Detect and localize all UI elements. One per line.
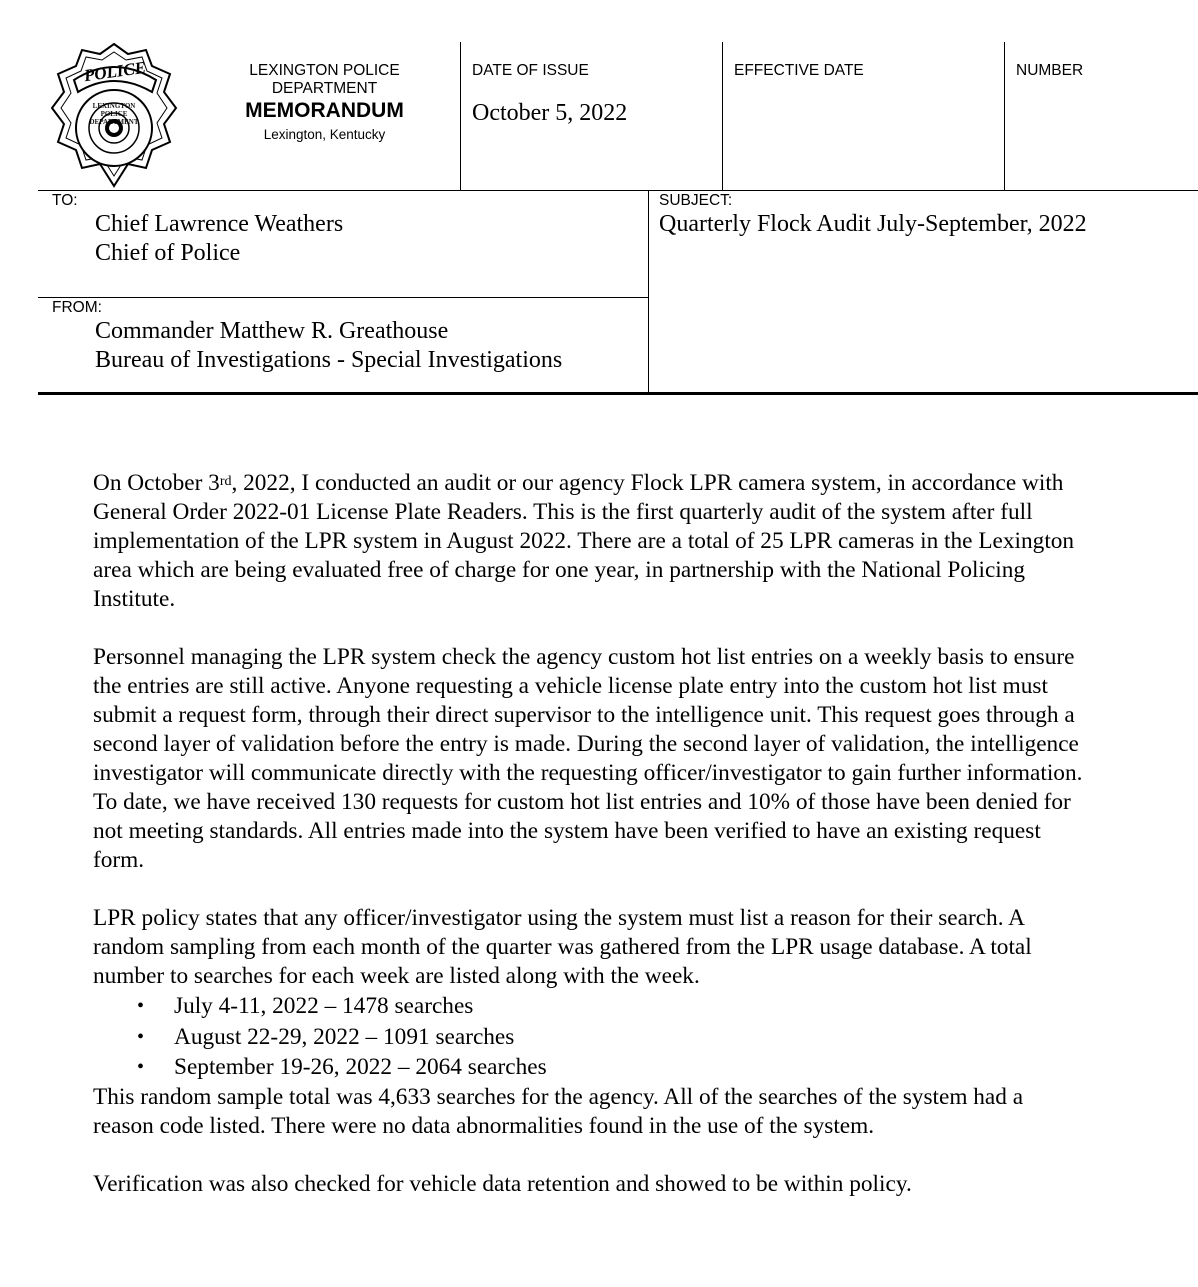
from-label: FROM: <box>52 299 102 316</box>
department-block <box>222 62 427 146</box>
list-item: • September 19-26, 2022 – 2064 searches <box>93 1052 1083 1083</box>
department-city: Lexington, Kentucky <box>263 127 386 142</box>
police-badge-logo <box>48 40 180 190</box>
department-name-line1: LEXINGTON POLICE <box>249 62 400 79</box>
body-paragraph-1 <box>93 469 1083 614</box>
number-label: NUMBER <box>1016 62 1084 79</box>
badge-banner-text: POLICE <box>82 57 148 86</box>
subject-divider <box>648 190 649 392</box>
ordinal-suffix: rd <box>219 474 232 489</box>
to-from-divider <box>38 297 648 298</box>
from-unit: Bureau of Investigations - Special Investigations <box>95 347 563 373</box>
to-title: Chief of Police <box>95 240 241 266</box>
list-item: • July 4-11, 2022 – 1478 searches <box>93 991 1083 1022</box>
body-paragraph-5: Verification was also checked for vehicle data retention and showed to be within policy. <box>93 1170 912 1197</box>
date-of-issue-label: DATE OF ISSUE <box>472 62 589 79</box>
header-bottom-rule <box>38 392 1198 395</box>
effective-date-label: EFFECTIVE DATE <box>734 62 864 79</box>
memo-title: MEMORANDUM <box>245 99 404 122</box>
header-rule <box>38 190 1198 191</box>
body-paragraph-1-start: On October 3 <box>93 470 220 496</box>
from-name: Commander Matthew R. Greathouse <box>95 318 449 344</box>
body-paragraph-3: LPR policy states that any officer/investigator using the system must list a reason for their search. A random sampling from each month of the quarter was gathered from the LPR usage database. A total number to searches for each week are listed along with the week. <box>93 905 1032 989</box>
header-divider <box>1004 42 1005 190</box>
body-paragraph-2: Personnel managing the LPR system check the agency custom hot list entries on a weekly basis to ensure the entries are still active. Anyone requesting a vehicle license plate entry into the custom hot list must submit a request form, through their direct supervisor to the intelligence unit. This request goes through a second layer of validation before the entry is made. During the second layer of validation, the intelligence investigator will communicate directly with the requesting officer/investigator to gain further information. To date, we have received 130 requests for custom hot list entries and 10% of those have been denied for not meeting standards. All entries made into the system have been verified to have an existing request form. <box>93 644 1083 873</box>
header-divider <box>460 42 461 190</box>
date-of-issue-value: October 5, 2022 <box>472 100 628 126</box>
subject-label: SUBJECT: <box>659 192 733 209</box>
header-divider <box>722 42 723 190</box>
search-sample-list <box>93 991 1083 1083</box>
department-name-line2: DEPARTMENT <box>271 80 378 97</box>
memo-body <box>93 469 1083 1228</box>
body-paragraph-4: This random sample total was 4,633 searches for the agency. All of the searches of the system had a reason code listed. There were no data abnormalities found in the use of the system. <box>93 1083 1024 1139</box>
list-item: • August 22-29, 2022 – 1091 searches <box>93 1022 1083 1053</box>
badge-ring-text: LEXINGTON POLICE DEPARTMENT <box>89 102 139 126</box>
to-label: TO: <box>52 192 78 209</box>
to-name: Chief Lawrence Weathers <box>95 211 344 237</box>
subject-value: Quarterly Flock Audit July-September, 2022 <box>659 211 1087 237</box>
body-paragraph-1-rest: , 2022, I conducted an audit or our agency Flock LPR camera system, in accordance with General Order 2022-01 License Plate Readers. This is the first quarterly audit of the system after full implementation of the LPR system in August 2022. There are a total of 25 LPR cameras in the Lexington area which are being evaluated free of charge for one year, in partnership with the National Policing Institute. <box>93 470 1075 612</box>
